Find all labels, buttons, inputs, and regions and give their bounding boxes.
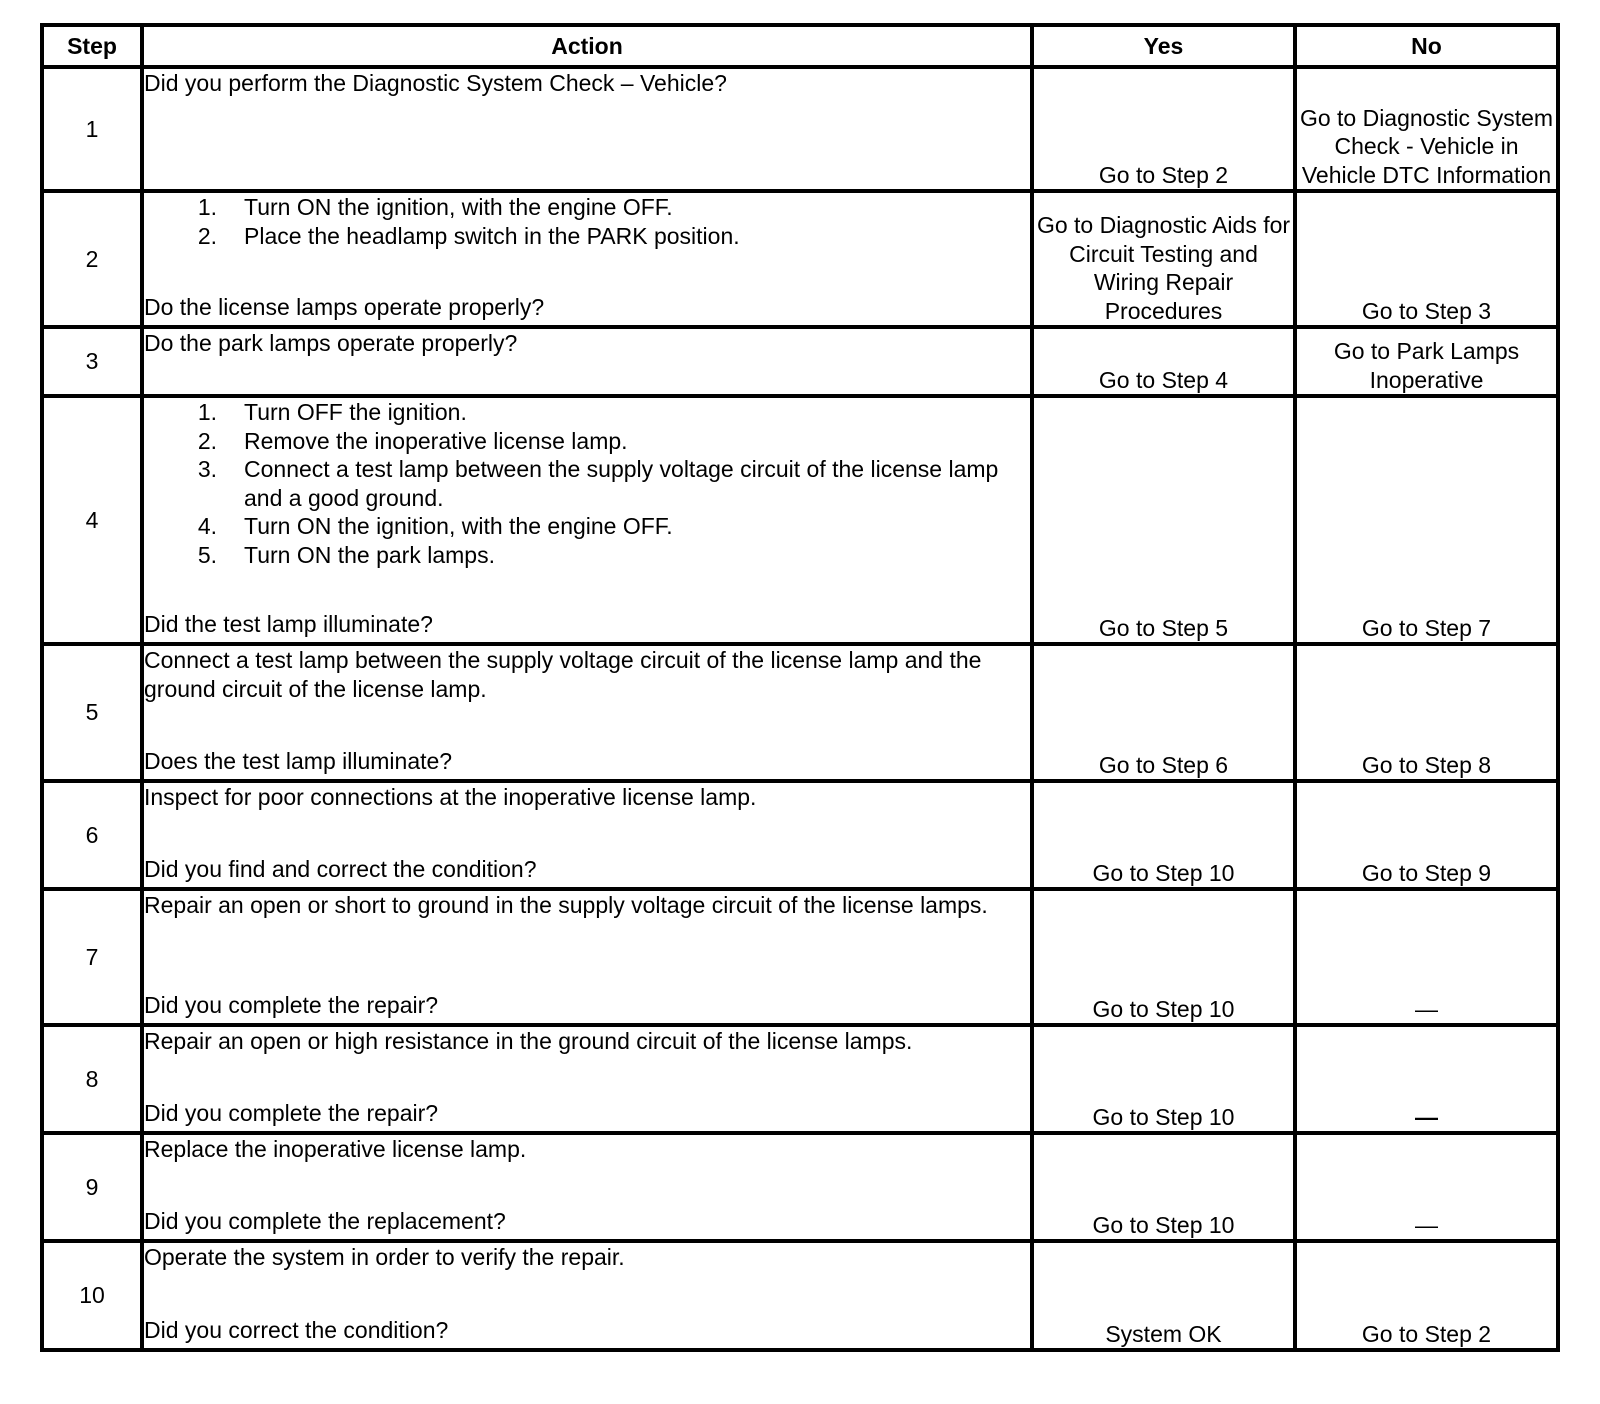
action-intro: Repair an open or short to ground in the supply voltage circuit of the license lamps. bbox=[144, 892, 988, 918]
header-row bbox=[42, 25, 1558, 67]
step-number: 9 bbox=[42, 1133, 142, 1241]
yes-result: Go to Step 10 bbox=[1032, 1133, 1295, 1241]
yes-result: Go to Step 4 bbox=[1032, 327, 1295, 396]
yes-result: Go to Step 10 bbox=[1032, 781, 1295, 889]
action-cell bbox=[142, 1025, 1032, 1133]
action-cell bbox=[142, 191, 1032, 327]
action-intro: Did you perform the Diagnostic System Check – Vehicle? bbox=[144, 70, 727, 96]
table-row bbox=[42, 1133, 1558, 1241]
action-cell bbox=[142, 644, 1032, 781]
yes-result: Go to Step 6 bbox=[1032, 644, 1295, 781]
no-result: Go to Step 3 bbox=[1295, 191, 1558, 327]
table-row bbox=[42, 644, 1558, 781]
step-number: 6 bbox=[42, 781, 142, 889]
action-cell bbox=[142, 67, 1032, 191]
no-result: — bbox=[1295, 889, 1558, 1025]
step-number: 4 bbox=[42, 396, 142, 644]
substep-list bbox=[144, 398, 1030, 569]
substep-item: 4. Turn ON the ignition, with the engine OFF. bbox=[197, 513, 673, 539]
table-row bbox=[42, 396, 1558, 644]
substep-item: 1. Turn ON the ignition, with the engine OFF. bbox=[197, 194, 673, 220]
action-question: Did you complete the repair? bbox=[144, 991, 439, 1018]
no-result: Go to Step 7 bbox=[1295, 396, 1558, 644]
action-cell bbox=[142, 889, 1032, 1025]
step-number: 1 bbox=[42, 67, 142, 191]
yes-result: System OK bbox=[1032, 1241, 1295, 1350]
no-result: Go to Diagnostic System Check - Vehicle in Vehicle DTC Information bbox=[1295, 67, 1558, 191]
action-question: Does the test lamp illuminate? bbox=[144, 747, 453, 774]
no-result: — bbox=[1295, 1133, 1558, 1241]
header-action: Action bbox=[142, 25, 1032, 67]
substep-item: 1. Turn OFF the ignition. bbox=[197, 399, 467, 425]
yes-result: Go to Step 5 bbox=[1032, 396, 1295, 644]
action-intro: Do the park lamps operate properly? bbox=[144, 330, 518, 356]
action-question: Did you complete the replacement? bbox=[144, 1207, 506, 1234]
substep-item: 3. Connect a test lamp between the supply voltage circuit of the license lamp and a good ground. bbox=[197, 456, 999, 511]
header-yes: Yes bbox=[1032, 25, 1295, 67]
action-question: Did you find and correct the condition? bbox=[144, 855, 537, 882]
step-number: 3 bbox=[42, 327, 142, 396]
table-row bbox=[42, 1241, 1558, 1350]
substep-item: 2. Remove the inoperative license lamp. bbox=[197, 427, 628, 454]
substep-item: 2. Place the headlamp switch in the PARK position. bbox=[197, 222, 740, 249]
yes-result: Go to Step 10 bbox=[1032, 1025, 1295, 1133]
action-question: Do the license lamps operate properly? bbox=[144, 293, 545, 320]
action-cell bbox=[142, 1133, 1032, 1241]
table-row bbox=[42, 889, 1558, 1025]
yes-result: Go to Step 10 bbox=[1032, 889, 1295, 1025]
step-number: 2 bbox=[42, 191, 142, 327]
action-intro: Connect a test lamp between the supply voltage circuit of the license lamp and the ground circuit of the license lamp. bbox=[144, 647, 982, 702]
step-number: 7 bbox=[42, 889, 142, 1025]
action-cell bbox=[142, 1241, 1032, 1350]
header-no: No bbox=[1295, 25, 1558, 67]
header-step: Step bbox=[42, 25, 142, 67]
no-result: Go to Step 2 bbox=[1295, 1241, 1558, 1350]
table-row bbox=[42, 327, 1558, 396]
action-cell bbox=[142, 396, 1032, 644]
no-result: Go to Step 9 bbox=[1295, 781, 1558, 889]
yes-result: Go to Diagnostic Aids for Circuit Testing and Wiring Repair Procedures bbox=[1032, 191, 1295, 327]
no-result: Go to Park Lamps Inoperative bbox=[1295, 327, 1558, 396]
action-question: Did the test lamp illuminate? bbox=[144, 610, 433, 637]
action-cell bbox=[142, 781, 1032, 889]
action-intro: Inspect for poor connections at the inoperative license lamp. bbox=[144, 784, 757, 810]
table-row bbox=[42, 191, 1558, 327]
no-result: Go to Step 8 bbox=[1295, 644, 1558, 781]
substep-item: 5. Turn ON the park lamps. bbox=[197, 541, 495, 568]
step-number: 5 bbox=[42, 644, 142, 781]
diagnostic-table bbox=[40, 23, 1560, 1352]
step-number: 8 bbox=[42, 1025, 142, 1133]
action-intro: Repair an open or high resistance in the ground circuit of the license lamps. bbox=[144, 1028, 913, 1054]
table-row bbox=[42, 781, 1558, 889]
action-question: Did you complete the repair? bbox=[144, 1099, 439, 1126]
no-result: — bbox=[1295, 1025, 1558, 1133]
action-intro: Operate the system in order to verify the repair. bbox=[144, 1244, 625, 1270]
table-row bbox=[42, 1025, 1558, 1133]
action-question: Did you correct the condition? bbox=[144, 1316, 449, 1343]
action-cell bbox=[142, 327, 1032, 396]
substep-list bbox=[144, 193, 1030, 250]
step-number: 10 bbox=[42, 1241, 142, 1350]
yes-result: Go to Step 2 bbox=[1032, 67, 1295, 191]
action-intro: Replace the inoperative license lamp. bbox=[144, 1136, 527, 1162]
table-row bbox=[42, 67, 1558, 191]
